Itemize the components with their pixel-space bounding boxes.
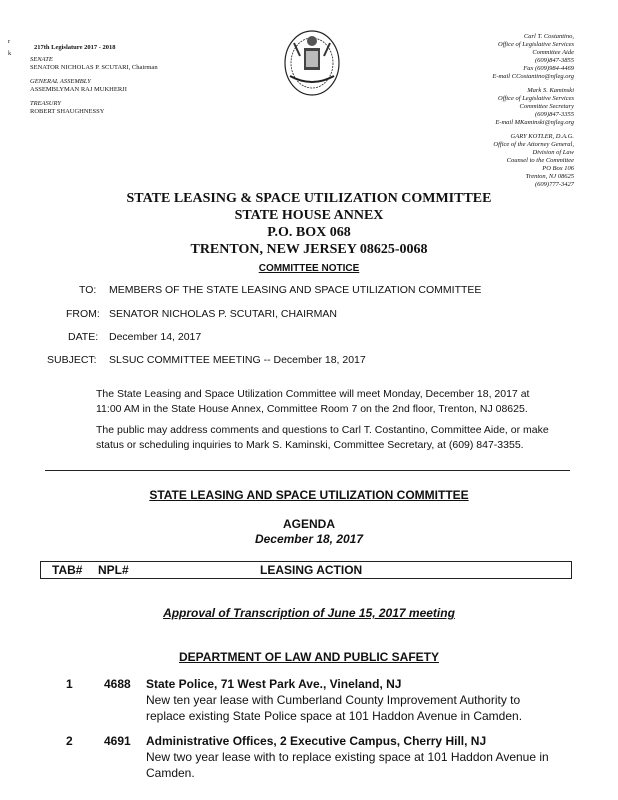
secretary-name: Mark S. Kaminski	[527, 87, 574, 94]
agenda-heading: AGENDA	[282, 517, 335, 531]
dag-phone: (609)777-3427	[535, 181, 574, 188]
agenda-committee-name: STATE LEASING AND SPACE UTILIZATION COMMITTEE	[149, 488, 469, 502]
item-2-npl: 4691	[104, 734, 131, 748]
committee-address-block	[0, 190, 618, 258]
from-label: FROM:	[66, 308, 100, 320]
agenda-date: December 18, 2017	[254, 532, 364, 546]
dag-box: PO Box 106	[542, 165, 574, 172]
treasury-member: ROBERT SHAUGHNESSY	[30, 108, 105, 115]
secretary-office: Office of Legislative Services	[498, 95, 574, 102]
dag-division: Division of Law	[532, 149, 574, 156]
aide-fax: Fax (609)984-4469	[523, 65, 574, 72]
item-2-desc-line-1: New two year lease with to replace existing space at 101 Haddon Avenue in	[146, 750, 549, 764]
margin-mark-1: r	[8, 38, 11, 45]
from-value: SENATOR NICHOLAS P. SCUTARI, CHAIRMAN	[109, 308, 337, 320]
item-1-desc-line-1: New ten year lease with Cumberland County Improvement Authority to	[146, 693, 521, 707]
aide-name: Carl T. Costantino,	[523, 33, 574, 40]
item-2-tab: 2	[66, 734, 73, 748]
item-1-npl: 4688	[104, 677, 131, 691]
header-left	[30, 44, 210, 116]
tab-column-header: TAB#	[52, 563, 83, 577]
secretary-email[interactable]: E-mail MKaminski@njleg.org	[495, 119, 574, 126]
meeting-paragraph-line-2: 11:00 AM in the State House Annex, Committee Room 7 on the 2nd floor, Trenton, NJ 08625.	[96, 403, 528, 415]
department-heading: DEPARTMENT OF LAW AND PUBLIC SAFETY	[179, 650, 439, 664]
approval-transcription-line: Approval of Transcription of June 15, 2017 meeting	[163, 606, 455, 620]
margin-mark-2: k	[8, 50, 12, 57]
to-label: TO:	[79, 284, 97, 296]
aide-office: Office of Legislative Services	[498, 41, 574, 48]
meeting-paragraph	[96, 387, 566, 417]
senate-label: SENATE	[30, 56, 53, 63]
to-value: MEMBERS OF THE STATE LEASING AND SPACE UTILIZATION COMMITTEE	[109, 284, 482, 296]
item-2-details	[146, 733, 566, 781]
treasury-label: TREASURY	[30, 100, 61, 107]
aide-phone: (609)847-3855	[535, 57, 574, 64]
secretary-title: Committee Secretary	[519, 103, 574, 110]
dag-city: Trenton, NJ 08625	[525, 173, 574, 180]
npl-column-header: NPL#	[98, 563, 129, 577]
dag-office: Office of the Attorney General,	[493, 141, 574, 148]
secretary-phone: (609)847-3355	[535, 111, 574, 118]
title-line-3: P.O. BOX 068	[267, 225, 351, 240]
title-line-1: STATE LEASING & SPACE UTILIZATION COMMITTEE	[126, 191, 492, 206]
meeting-paragraph-line-1: The State Leasing and Space Utilization Committee will meet Monday, December 18, 2017 at	[96, 388, 530, 400]
date-value: December 14, 2017	[109, 331, 202, 343]
public-comment-paragraph	[96, 423, 566, 453]
section-divider	[45, 470, 570, 471]
senate-member: SENATOR NICHOLAS P. SCUTARI, Chairman	[30, 64, 158, 71]
aide-title: Committee Aide	[532, 49, 574, 56]
leasing-action-column-header: LEASING ACTION	[260, 563, 363, 577]
dag-name: GARY KOTLER, D.A.G.	[510, 133, 574, 140]
item-2-desc-line-2: Camden.	[146, 766, 195, 780]
item-2-title: Administrative Offices, 2 Executive Campus, Cherry Hill, NJ	[146, 734, 487, 748]
title-line-4: TRENTON, NEW JERSEY 08625-0068	[190, 242, 428, 257]
title-line-2: STATE HOUSE ANNEX	[234, 208, 384, 223]
date-label: DATE:	[68, 331, 99, 343]
leasing-table-header	[40, 561, 572, 579]
assembly-label: GENERAL ASSEMBLY	[30, 78, 91, 85]
committee-notice-heading: COMMITTEE NOTICE	[258, 263, 360, 274]
aide-email[interactable]: E-mail CCostantino@njleg.org	[492, 73, 574, 80]
subject-value: SLSUC COMMITTEE MEETING -- December 18, 2017	[109, 354, 366, 366]
header-right	[434, 33, 574, 189]
dag-title: Counsel to the Committee	[506, 157, 574, 164]
assembly-member: ASSEMBLYMAN RAJ MUKHERJI	[30, 86, 127, 93]
item-1-title: State Police, 71 West Park Ave., Vineland, NJ	[146, 677, 402, 691]
public-comment-line-2: status or scheduling inquiries to Mark S. Kaminski, Committee Secretary, at (609) 847-3355.	[96, 439, 524, 451]
legislature-line: 217th Legislature 2017 - 2018	[34, 44, 116, 51]
item-1-desc-line-2: replace existing State Police space at 101 Haddon Avenue in Camden.	[146, 709, 523, 723]
public-comment-line-1: The public may address comments and questions to Carl T. Costantino, Committee Aide, or make	[96, 424, 549, 436]
subject-label: SUBJECT:	[47, 354, 97, 366]
item-1-tab: 1	[66, 677, 73, 691]
state-seal-image	[282, 28, 342, 98]
item-1-details	[146, 676, 566, 724]
